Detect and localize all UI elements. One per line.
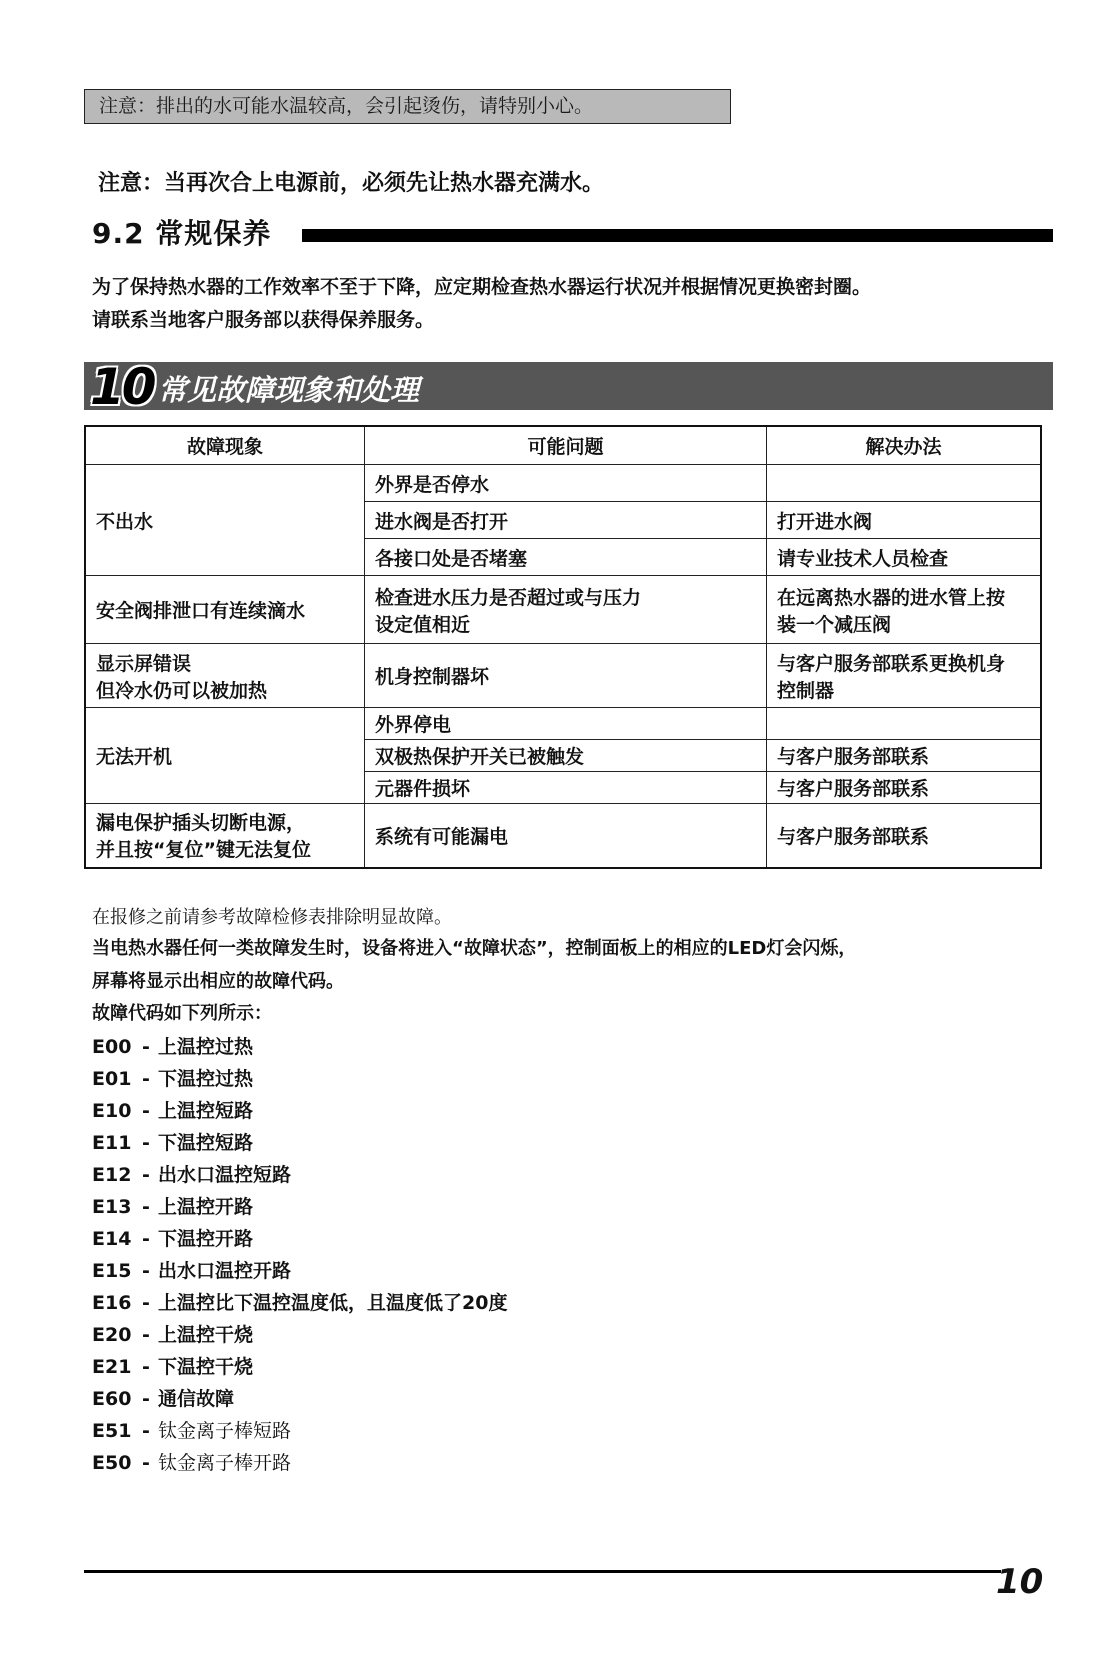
fault-code: E11 [92,1132,132,1154]
solution-cell [767,644,1042,708]
symptom-cell [85,644,365,708]
solution-line: 在远离热水器的进水管上按 [777,586,1006,609]
footer-rule [84,1570,1001,1573]
problem-line: 检查进水压力是否超过或与压力 [375,586,642,609]
maintenance-paragraph-1: 为了保持热水器的工作效率不至于下降，应定期检查热水器运行状况并根据情况更换密封圈。 [92,276,872,298]
problem-cell: 外界停电 [365,708,767,740]
table-header-row [85,426,1041,465]
page-number: 10 [996,1562,1044,1602]
dash: - [142,1324,150,1346]
solution-cell: 与客户服务部联系 [767,772,1042,804]
warning-note-box: 注意：排出的水可能水温较高，会引起烫伤，请特别小心。 [84,89,731,124]
fault-code-item [92,1191,507,1223]
fault-code: E20 [92,1324,132,1346]
solution-cell [767,576,1042,644]
fault-code: E15 [92,1260,132,1282]
dash: - [142,1036,150,1058]
fault-code-desc: 出水口温控短路 [158,1164,292,1186]
solution-line: 控制器 [777,679,835,702]
fault-code-display-text: 屏幕将显示出相应的故障代码。 [92,971,344,992]
problem-cell [365,576,767,644]
dash: - [142,1164,150,1186]
symptom-line: 漏电保护插头切断电源， [96,812,306,835]
fault-code: E21 [92,1356,132,1378]
fault-table [84,425,1042,869]
solution-cell: 请专业技术人员检查 [767,539,1042,576]
fault-code-desc: 下温控开路 [158,1228,254,1250]
fault-code: E51 [92,1420,132,1442]
fault-code-desc: 通信故障 [158,1388,235,1410]
dash: - [142,1388,150,1410]
solution-line: 装一个减压阀 [777,613,892,636]
problem-cell: 系统有可能漏电 [365,804,767,868]
fault-code-item [92,1223,507,1255]
dash: - [142,1100,150,1122]
fault-code: E60 [92,1388,132,1410]
fault-code: E13 [92,1196,132,1218]
dash: - [142,1196,150,1218]
fault-code-item [92,1383,507,1415]
fault-code-item [92,1287,507,1319]
solution-cell: 与客户服务部联系 [767,804,1042,868]
dash: - [142,1420,150,1442]
fault-code-desc: 上温控短路 [158,1100,254,1122]
fault-code-item [92,1255,507,1287]
symptom-cell: 不出水 [85,465,365,576]
warning-note-refill: 注意：当再次合上电源前，必须先让热水器充满水。 [98,171,605,196]
fault-code-item [92,1127,507,1159]
table-row [85,708,1041,740]
fault-code-item [92,1159,507,1191]
fault-code-desc: 出水口温控开路 [158,1260,292,1282]
table-row [85,644,1041,708]
solution-cell: 与客户服务部联系 [767,740,1042,772]
fault-code-item [92,1095,507,1127]
problem-cell: 机身控制器坏 [365,644,767,708]
fault-code-desc: 钛金离子棒短路 [158,1420,292,1442]
header-problem: 可能问题 [365,426,767,465]
solution-cell [767,708,1042,740]
fault-code: E10 [92,1100,132,1122]
header-solution: 解决办法 [767,426,1042,465]
fault-code-desc: 下温控短路 [158,1132,254,1154]
problem-line: 设定值相近 [375,613,471,636]
fault-code-item [92,1063,507,1095]
symptom-line: 并且按“复位”键无法复位 [96,839,311,862]
fault-state-text: 当电热水器任何一类故障发生时，设备将进入“故障状态”，控制面板上的相应的LED灯会闪烁， [92,938,857,959]
fault-code-item [92,1351,507,1383]
repair-reference-text: 在报修之前请参考故障检修表排除明显故障。 [92,907,452,928]
symptom-cell: 安全阀排泄口有连续滴水 [85,576,365,644]
problem-cell: 进水阀是否打开 [365,502,767,539]
problem-cell: 各接口处是否堵塞 [365,539,767,576]
symptom-cell: 无法开机 [85,708,365,804]
fault-code-list-intro: 故障代码如下列所示： [92,1003,272,1024]
dash: - [142,1068,150,1090]
maintenance-paragraph-2: 请联系当地客户服务部以获得保养服务。 [92,309,435,331]
fault-code: E00 [92,1036,132,1058]
dash: - [142,1132,150,1154]
problem-cell: 双极热保护开关已被触发 [365,740,767,772]
solution-cell: 打开进水阀 [767,502,1042,539]
dash: - [142,1228,150,1250]
fault-code: E16 [92,1292,132,1314]
section-rule [302,229,1053,242]
table-row [85,576,1041,644]
chapter-number: 10 [90,358,154,416]
fault-code-desc: 上温控开路 [158,1196,254,1218]
table-row [85,804,1041,868]
fault-code: E50 [92,1452,132,1474]
chapter-banner [84,358,1053,416]
problem-cell: 外界是否停水 [365,465,767,502]
dash: - [142,1452,150,1474]
solution-cell [767,465,1042,502]
section-title: 9.2 常规保养 [92,217,272,250]
fault-code-desc: 上温控过热 [158,1036,254,1058]
fault-code-desc: 下温控过热 [158,1068,254,1090]
fault-code-desc: 下温控干烧 [158,1356,254,1378]
section-heading [92,216,1053,252]
problem-cell: 元器件损坏 [365,772,767,804]
fault-code-desc: 钛金离子棒开路 [158,1452,292,1474]
solution-line: 与客户服务部联系更换机身 [777,652,1006,675]
fault-code-item [92,1447,507,1479]
fault-code-item [92,1031,507,1063]
dash: - [142,1292,150,1314]
dash: - [142,1260,150,1282]
symptom-cell [85,804,365,868]
symptom-line: 但冷水仍可以被加热 [96,679,268,702]
fault-code-desc: 上温控比下温控温度低，且温度低了20度 [158,1292,508,1314]
fault-code: E12 [92,1164,132,1186]
fault-code-item [92,1319,507,1351]
table-row [85,465,1041,502]
fault-code-item [92,1415,507,1447]
fault-code: E14 [92,1228,132,1250]
header-symptom: 故障现象 [85,426,365,465]
dash: - [142,1356,150,1378]
fault-code-list [92,1031,507,1479]
fault-code-desc: 上温控干烧 [158,1324,254,1346]
fault-code: E01 [92,1068,132,1090]
chapter-title: 常见故障现象和处理 [158,373,420,407]
symptom-line: 显示屏错误 [96,652,192,675]
